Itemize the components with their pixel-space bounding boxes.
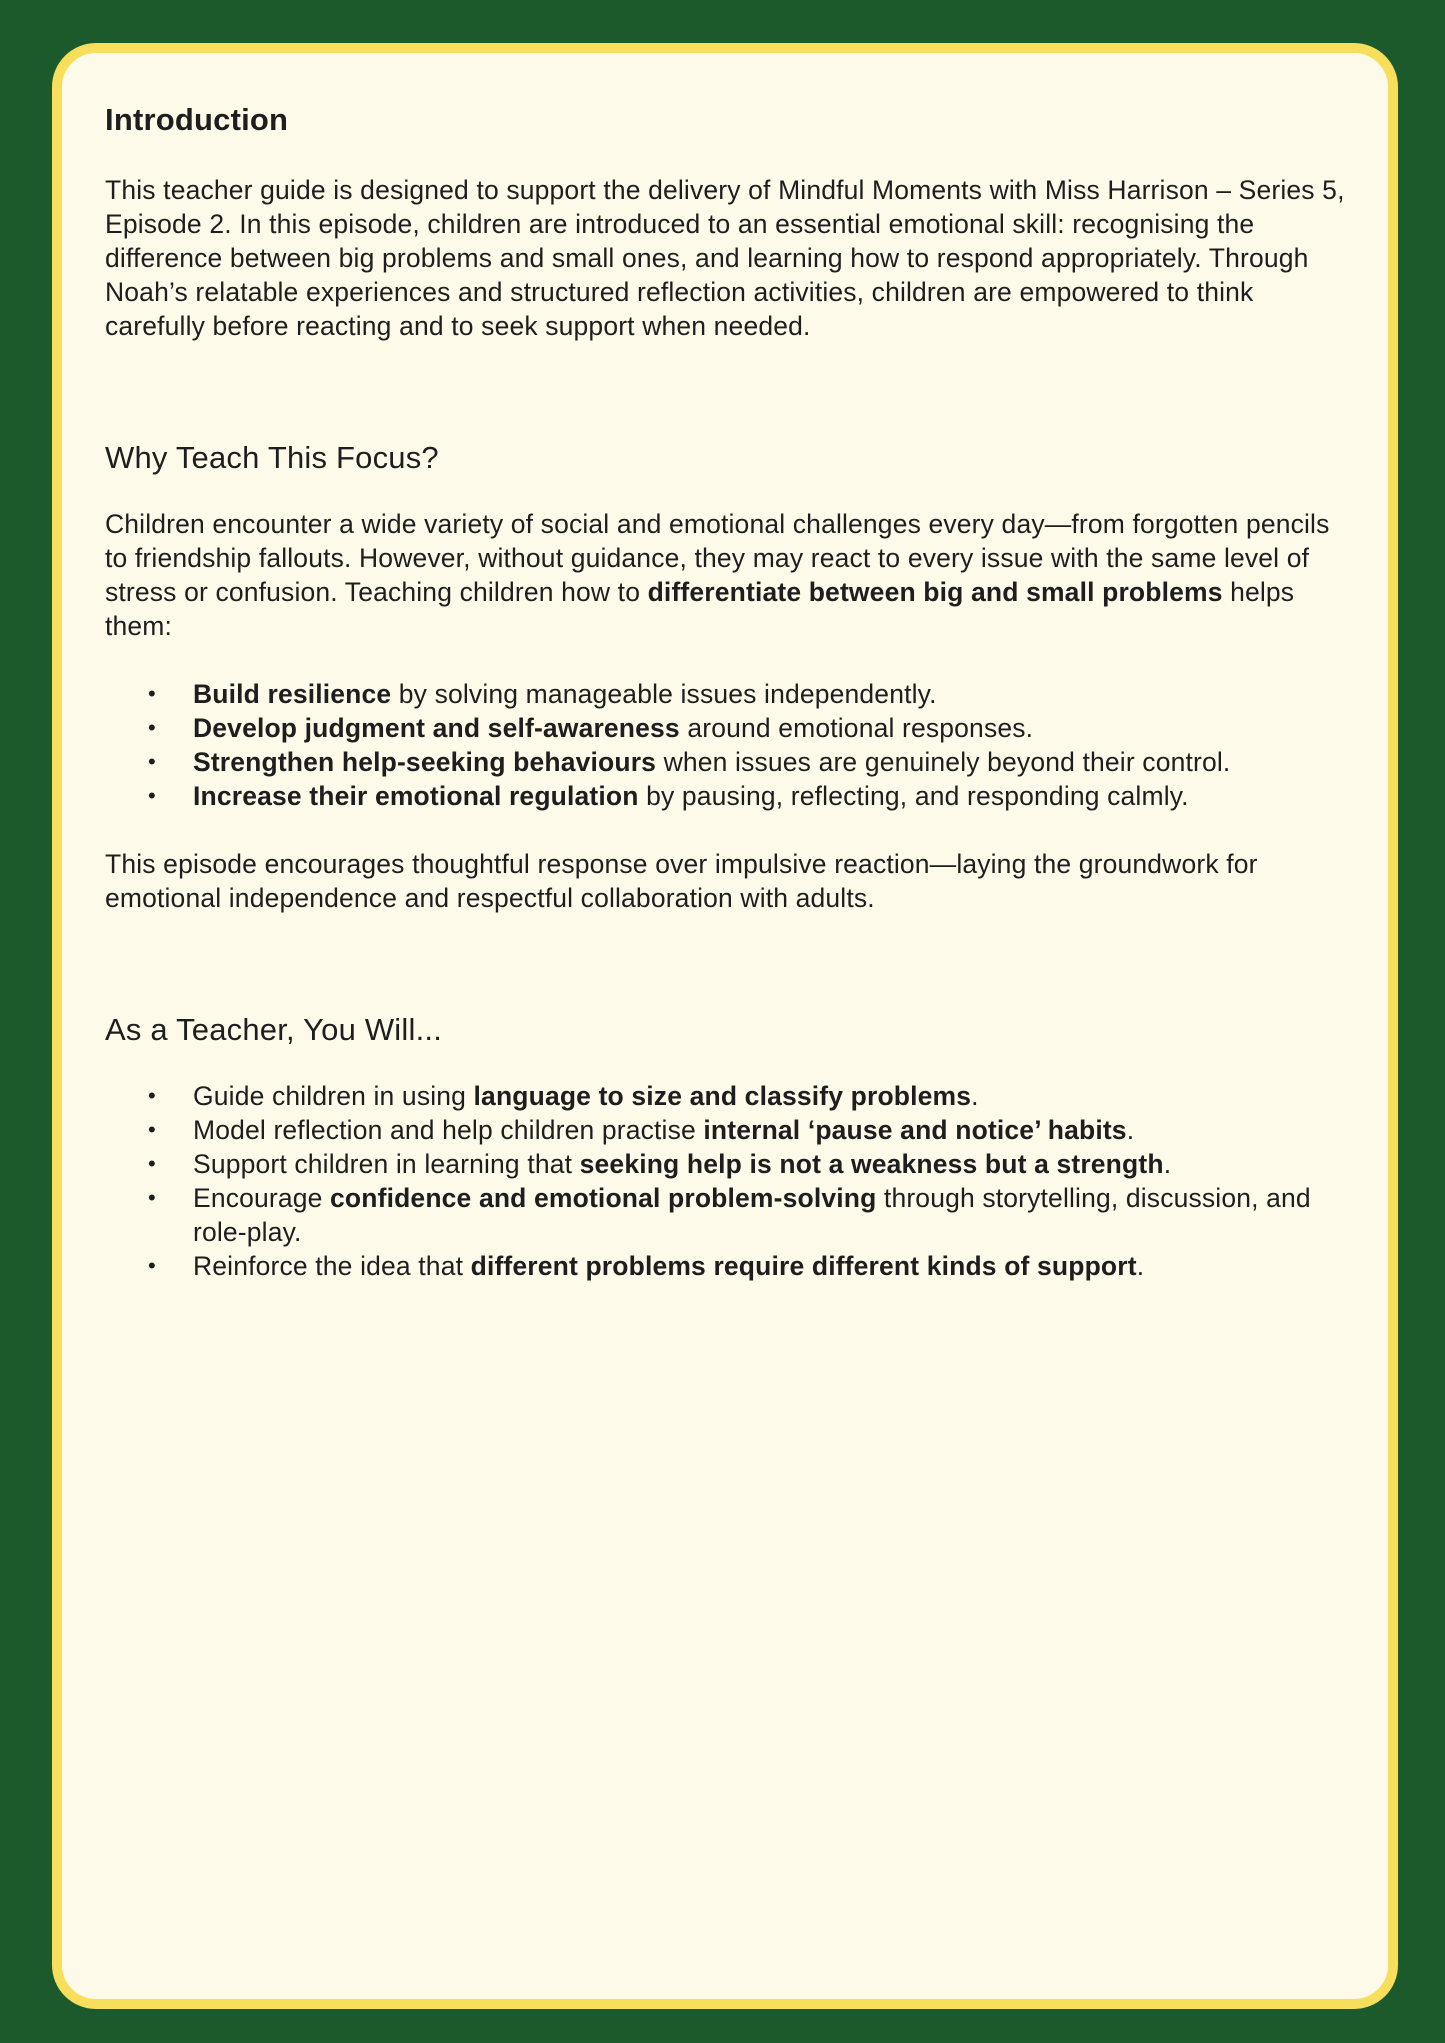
bullet-icon: •: [148, 783, 156, 808]
teacher-bullet-list: [105, 1079, 1350, 1283]
teacher-heading: As a Teacher, You Will...: [105, 1012, 443, 1047]
list-item-text: Encourage: [193, 1183, 331, 1213]
list-item-text: Support children in learning that: [193, 1149, 580, 1179]
list-item-bold: internal ‘pause and notice’ habits: [703, 1115, 1127, 1145]
list-item-text: Model reflection and help children practise: [193, 1115, 704, 1145]
why-paragraph-2: This episode encourages thoughtful response over impulsive reaction—laying the groundwork for emotional independence and respectful collaboration with adults.: [105, 849, 1258, 913]
list-item-bold: Increase their emotional regulation: [193, 781, 639, 811]
list-item: [105, 1113, 1350, 1147]
bullet-icon: •: [148, 681, 156, 706]
list-item-bold: language to size and classify problems: [473, 1081, 972, 1111]
why-heading: Why Teach This Focus?: [105, 440, 439, 475]
list-item-bold: confidence and emotional problem-solving: [330, 1183, 877, 1213]
bullet-icon: •: [148, 1185, 156, 1210]
why-paragraph-1-end: helps them:: [105, 577, 1295, 641]
bullet-icon: •: [148, 1253, 156, 1278]
intro-heading: Introduction: [105, 102, 289, 137]
why-bullet-list: [105, 677, 1350, 813]
why-paragraph-1: [105, 507, 1350, 643]
list-item-text-end: .: [971, 1081, 979, 1111]
list-item: [105, 779, 1350, 813]
document-content: [105, 100, 1350, 1283]
intro-paragraph: This teacher guide is designed to support the delivery of Mindful Moments with Miss Harrison – Series 5, Episode 2. In this episode, children are introduced to an essential emotional skill: recognising the difference between big problems and small ones, and learning how to respond appropriately. Through Noah’s relatable experiences and structured reflection activities, children are empowered to think carefully before reacting and to seek support when needed.: [105, 175, 1345, 341]
list-item-bold: Develop judgment and self-awareness: [193, 713, 680, 743]
list-item: [105, 1147, 1350, 1181]
list-item: [105, 1079, 1350, 1113]
list-item-text: when issues are genuinely beyond their control.: [656, 747, 1231, 777]
list-item-text-end: .: [1136, 1251, 1145, 1281]
list-item: [105, 711, 1350, 745]
bullet-icon: •: [148, 1083, 156, 1108]
list-item-text: by solving manageable issues independently.: [391, 679, 937, 709]
bullet-icon: •: [148, 715, 156, 740]
list-item-text-end: through storytelling, discussion, and role-play.: [193, 1183, 1311, 1247]
bullet-icon: •: [148, 1151, 156, 1176]
list-item-text-end: .: [1126, 1115, 1135, 1145]
list-item: [105, 745, 1350, 779]
list-item-bold: Strengthen help-seeking behaviours: [193, 747, 657, 777]
list-item-bold: Build resilience: [193, 679, 392, 709]
why-paragraph-1-start: Children encounter a wide variety of social and emotional challenges every day—from forgotten pencils to friendship fallouts. However, without guidance, they may react to every issue with the same level of stress or confusion. Teaching children how to: [105, 509, 1330, 607]
list-item-text-end: .: [1163, 1149, 1172, 1179]
list-item-text: Reinforce the idea that: [193, 1251, 471, 1281]
list-item: [105, 1249, 1350, 1283]
bullet-icon: •: [148, 749, 156, 774]
list-item: [105, 1181, 1350, 1249]
list-item-text: around emotional responses.: [679, 713, 1034, 743]
list-item-text: Guide children in using: [193, 1081, 474, 1111]
bullet-icon: •: [148, 1117, 156, 1142]
list-item-text: by pausing, reflecting, and responding calmly.: [638, 781, 1189, 811]
list-item-bold: seeking help is not a weakness but a strength: [579, 1149, 1164, 1179]
why-paragraph-1-bold: differentiate between big and small problems: [647, 577, 1223, 607]
list-item-bold: different problems require different kinds of support: [470, 1251, 1137, 1281]
list-item: [105, 677, 1350, 711]
